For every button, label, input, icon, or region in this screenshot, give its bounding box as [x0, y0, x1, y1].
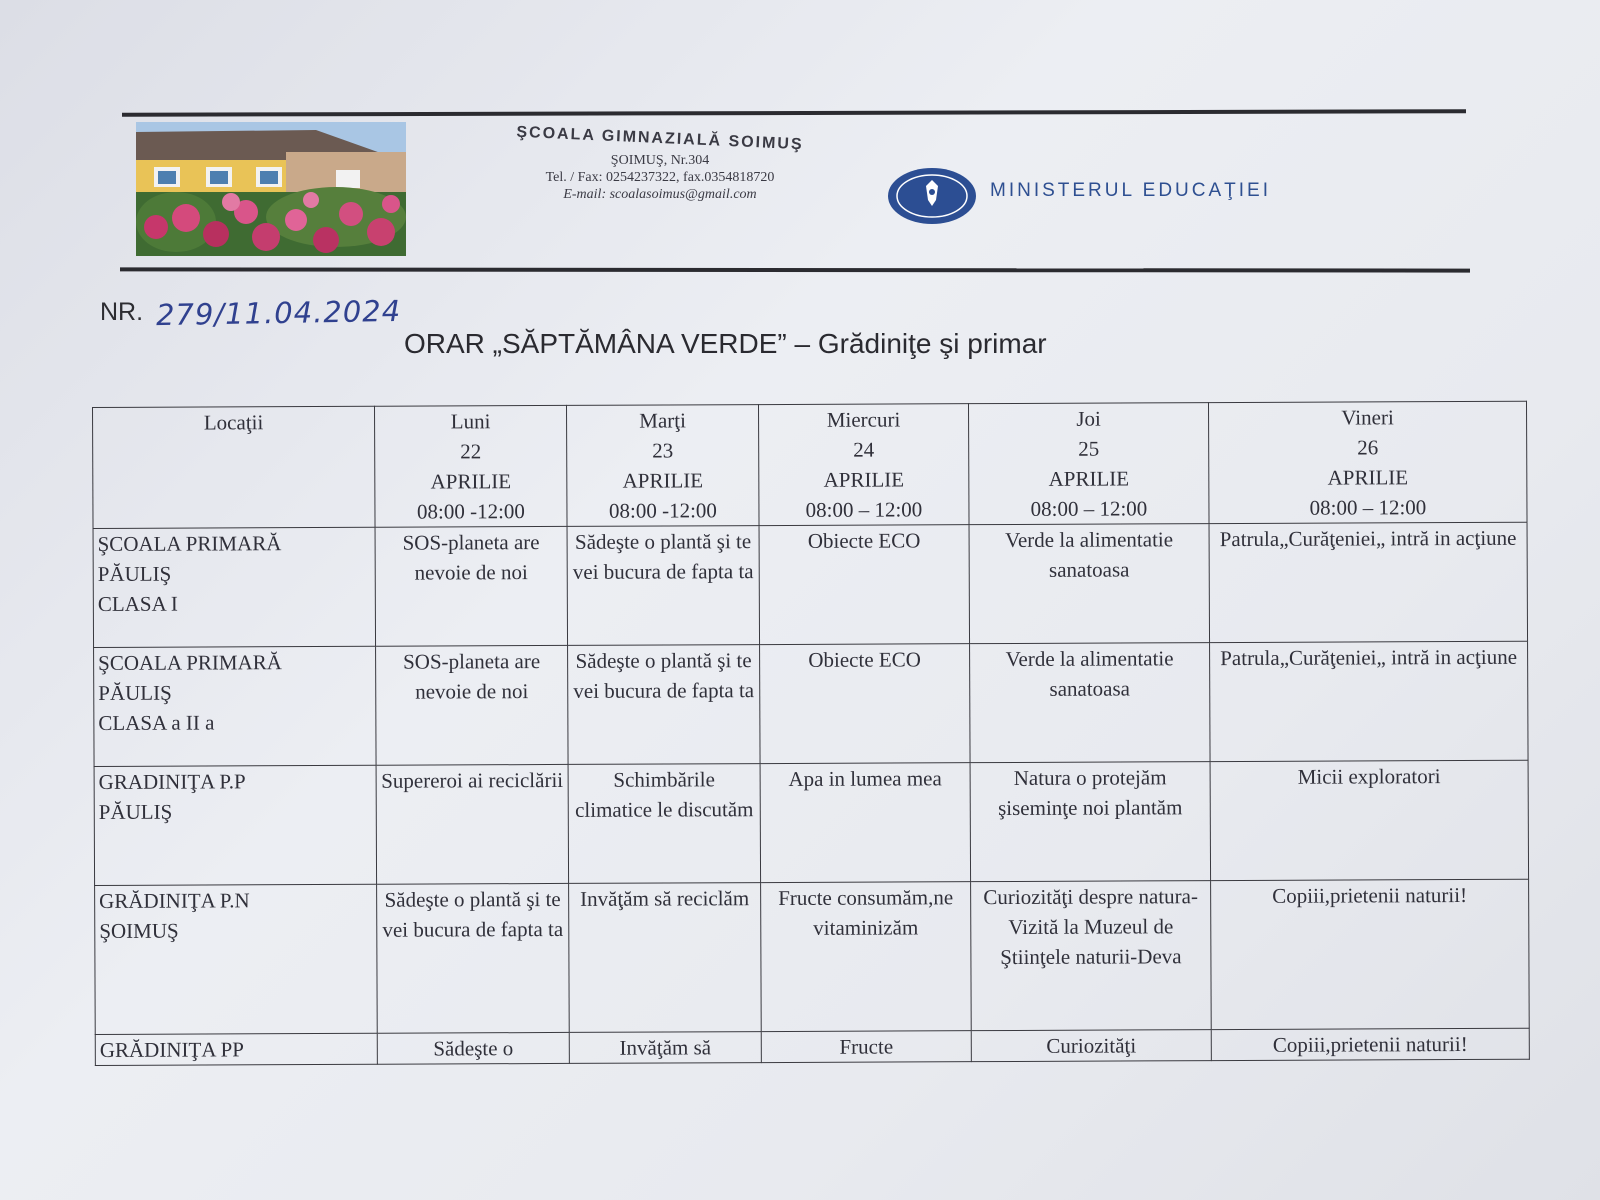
- location-line: PĂULIŞ: [98, 799, 173, 824]
- location-cell: [94, 646, 377, 766]
- day-hours: 08:00 – 12:00: [1309, 495, 1427, 520]
- day-month: APRILIE: [1048, 466, 1130, 491]
- activity-cell: Verde la alimentatie sanatoasa: [969, 524, 1210, 644]
- activity-cell: Sădeşte o: [377, 1032, 569, 1064]
- day-name: Joi: [1076, 406, 1101, 431]
- location-cell: [95, 1033, 377, 1065]
- activity-cell: Curiozităţi: [971, 1030, 1211, 1062]
- letterhead-bottom-rule: [120, 267, 1470, 272]
- activity-cell: Supereroi ai reciclării: [376, 764, 569, 884]
- header-day-luni: [374, 405, 567, 527]
- day-hours: 08:00 -12:00: [416, 499, 525, 524]
- table-row: [94, 641, 1529, 766]
- day-name: Marţi: [639, 408, 686, 433]
- activity-cell: Fructe: [761, 1031, 971, 1063]
- registration-number-handwritten: 279/11.04.2024: [155, 293, 402, 333]
- day-date: 25: [1078, 436, 1100, 461]
- activity-cell: Micii exploratori: [1210, 760, 1529, 880]
- activity-cell: Fructe consumăm,ne vitaminizăm: [761, 882, 972, 1032]
- activity-cell: Copiii,prietenii naturii!: [1211, 1028, 1529, 1060]
- activity-cell: SOS-planeta are nevoie de noi: [376, 645, 569, 765]
- activity-cell: Sădeşte o plantă şi te vei bucura de fapta ta: [377, 883, 570, 1033]
- activity-cell: Obiecte ECO: [759, 525, 970, 645]
- day-date: 23: [652, 438, 674, 463]
- day-month: APRILIE: [823, 467, 905, 492]
- header-day-joi: [968, 403, 1209, 525]
- day-month: APRILIE: [430, 469, 512, 494]
- activity-cell: SOS-planeta are nevoie de noi: [375, 526, 568, 646]
- activity-cell: Invăţăm să: [569, 1032, 761, 1064]
- location-line: ŞCOALA PRIMARĂ: [97, 531, 282, 556]
- location-line: ŞCOALA PRIMARĂ: [98, 650, 282, 675]
- table-row: [95, 1028, 1529, 1065]
- header-day-miercuri: [758, 404, 969, 526]
- activity-cell: Obiecte ECO: [760, 644, 971, 764]
- document-title: ORAR „SĂPTĂMÂNA VERDE” – Grădiniţe şi primar: [404, 328, 1047, 359]
- table-row: [93, 522, 1528, 647]
- activity-cell: Natura o protejăm şiseminţe noi plantăm: [970, 762, 1211, 882]
- day-hours: 08:00 -12:00: [608, 498, 717, 523]
- activity-cell: Apa in lumea mea: [760, 763, 971, 883]
- location-line: GRĂDINIŢA P.N: [99, 888, 250, 913]
- activity-cell: Patrula„Curăţeniei„ intră in acţiune: [1209, 522, 1528, 642]
- day-name: Vineri: [1341, 405, 1394, 430]
- header-row: [93, 401, 1528, 528]
- day-month: APRILIE: [1327, 465, 1409, 490]
- school-email: E-mail: scoalasoimus@gmail.com: [563, 187, 757, 202]
- location-line: CLASA I: [97, 591, 178, 616]
- header-day-vineri: [1208, 401, 1527, 523]
- header-locations: Locaţii: [93, 406, 376, 528]
- activity-cell: Sădeşte o plantă şi te vei bucura de fapta ta: [568, 645, 761, 765]
- ministry-name: MINISTERUL EDUCAŢIEI: [990, 180, 1271, 201]
- school-name: ŞCOALA GIMNAZIALĂ SOIMUŞ: [516, 123, 804, 154]
- school-address: ŞOIMUŞ, Nr.304: [610, 153, 710, 168]
- government-seal-icon: [886, 166, 978, 226]
- school-info: [470, 123, 850, 203]
- location-cell: [93, 527, 376, 647]
- table-row: [94, 760, 1529, 885]
- day-name: Miercuri: [826, 407, 901, 432]
- school-phone: Tel. / Fax: 0254237322, fax.0354818720: [545, 170, 775, 185]
- day-month: APRILIE: [622, 468, 704, 493]
- schedule-table: [92, 401, 1530, 1066]
- activity-cell: Copiii,prietenii naturii!: [1211, 879, 1530, 1029]
- ministry-logo: [886, 166, 1486, 226]
- location-line: PĂULIŞ: [97, 561, 172, 586]
- day-date: 24: [853, 437, 875, 462]
- day-name: Luni: [450, 409, 491, 434]
- activity-cell: Sădeşte o plantă şi te vei bucura de fapta ta: [567, 526, 760, 646]
- day-hours: 08:00 – 12:00: [1030, 496, 1148, 521]
- location-line: GRĂDINIŢA PP: [99, 1037, 244, 1062]
- location-line: ŞOIMUŞ: [99, 918, 179, 943]
- registration-number-label: NR.: [100, 298, 144, 326]
- header-day-marti: [566, 405, 759, 527]
- day-date: 22: [460, 439, 482, 464]
- location-cell: [94, 765, 377, 885]
- school-photo: [136, 122, 406, 256]
- location-cell: [95, 884, 378, 1034]
- activity-cell: Invăţăm să reciclăm: [569, 883, 762, 1033]
- activity-cell: Schimbările climatice le discutăm: [568, 764, 761, 884]
- activity-cell: Curiozităţi despre natura-Vizită la Muzeul de Ştiinţele naturii-Deva: [971, 881, 1212, 1031]
- location-line: GRADINIŢA P.P: [98, 769, 246, 794]
- day-date: 26: [1357, 435, 1379, 460]
- letterhead-top-rule: [122, 109, 1466, 117]
- table-row: [95, 879, 1530, 1034]
- activity-cell: Verde la alimentatie sanatoasa: [970, 643, 1211, 763]
- activity-cell: Patrula„Curăţeniei„ intră in acţiune: [1210, 641, 1529, 761]
- location-line: PĂULIŞ: [98, 680, 172, 705]
- day-hours: 08:00 – 12:00: [805, 497, 923, 522]
- location-line: CLASA a II a: [98, 710, 215, 735]
